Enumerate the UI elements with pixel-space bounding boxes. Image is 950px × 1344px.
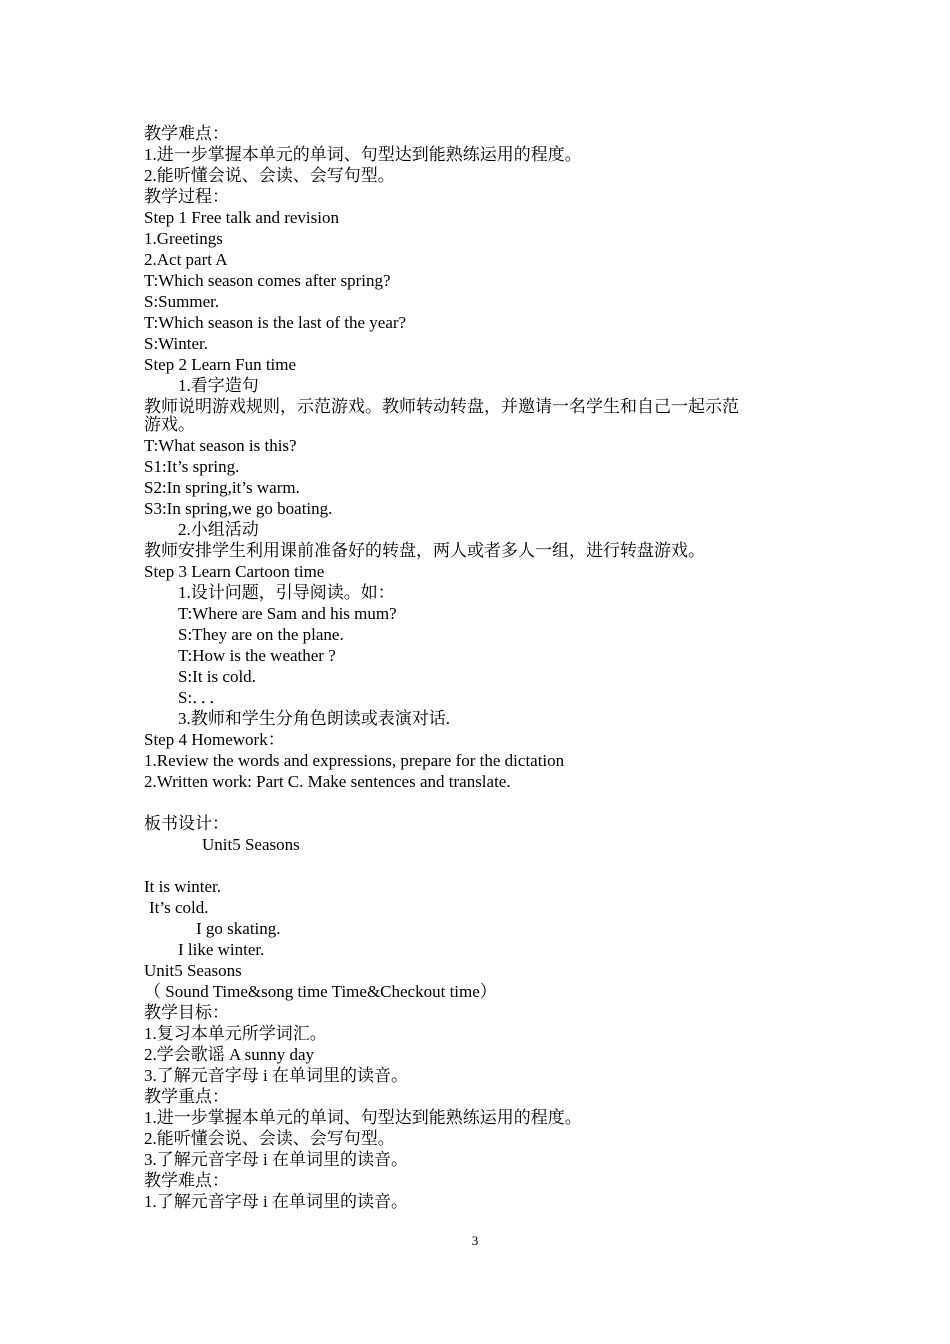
step-heading: Step 3 Learn Cartoon time <box>144 562 325 581</box>
dialogue-line: S:．．． <box>178 688 227 707</box>
unit-title: Unit5 Seasons <box>144 961 242 980</box>
text-line: 1.设计问题，引导阅读。如： <box>178 583 395 602</box>
text-line: 教师安排学生利用课前准备好的转盘，两人或者多人一组，进行转盘游戏。 <box>144 541 705 560</box>
text-line: 2.Written work: Part C. Make sentences and translate. <box>144 772 511 791</box>
dialogue-line: S2:In spring,it’s warm. <box>144 478 300 497</box>
dialogue-line: S3:In spring,we go boating. <box>144 499 333 518</box>
heading-process: 教学过程： <box>144 187 229 206</box>
dialogue-line: S:Summer. <box>144 292 220 311</box>
dialogue-line: S1:It’s spring. <box>144 457 240 476</box>
text-line: 1.进一步掌握本单元的单词、句型达到能熟练运用的程度。 <box>144 145 582 164</box>
dialogue-line: S:They are on the plane. <box>178 625 344 644</box>
board-line: I go skating. <box>196 919 281 938</box>
board-line: It’s cold. <box>149 898 209 917</box>
text-line: 1.看字造句 <box>178 376 259 395</box>
step-heading: Step 2 Learn Fun time <box>144 355 297 374</box>
dialogue-line: T:Where are Sam and his mum? <box>178 604 397 623</box>
heading-difficulties: 教学难点： <box>144 1171 229 1190</box>
text-line: 1.Greetings <box>144 229 223 248</box>
dialogue-line: T:Which season comes after spring? <box>144 271 391 290</box>
text-line: 3.了解元音字母 i 在单词里的读音。 <box>144 1066 408 1085</box>
dialogue-line: S:Winter. <box>144 334 209 353</box>
text-line: 教师说明游戏规则，示范游戏。教师转动转盘，并邀请一名学生和自己一起示范 <box>144 397 739 416</box>
board-title: Unit5 Seasons <box>202 835 300 854</box>
heading-key-points: 教学重点： <box>144 1087 229 1106</box>
text-line: 2.能听懂会说、会读、会写句型。 <box>144 166 395 185</box>
text-line: 1.复习本单元所学词汇。 <box>144 1024 327 1043</box>
dialogue-line: T:Which season is the last of the year? <box>144 313 407 332</box>
dialogue-line: S:It is cold. <box>178 667 256 686</box>
page-number: 3 <box>471 1233 479 1248</box>
text-line: 2.能听懂会说、会读、会写句型。 <box>144 1129 395 1148</box>
text-line: 3.了解元音字母 i 在单词里的读音。 <box>144 1150 408 1169</box>
board-line: It is winter. <box>144 877 221 896</box>
text-line: 3.教师和学生分角色朗读或表演对话. <box>178 709 450 728</box>
heading-difficulties: 教学难点： <box>144 124 229 143</box>
dialogue-line: T:What season is this? <box>144 436 297 455</box>
text-line: 2.学会歌谣 A sunny day <box>144 1045 314 1064</box>
dialogue-line: T:How is the weather ? <box>178 646 336 665</box>
text-line: 1.进一步掌握本单元的单词、句型达到能熟练运用的程度。 <box>144 1108 582 1127</box>
unit-subtitle: （ Sound Time&song time Time&Checkout time） <box>144 982 497 1001</box>
text-line: 游戏。 <box>144 415 195 434</box>
text-line: 1.Review the words and expressions, prepare for the dictation <box>144 751 565 770</box>
step-heading: Step 4 Homework： <box>144 730 285 749</box>
heading-board-design: 板书设计： <box>144 814 229 833</box>
text-line: 2.Act part A <box>144 250 228 269</box>
step-heading: Step 1 Free talk and revision <box>144 208 339 227</box>
heading-objectives: 教学目标： <box>144 1003 229 1022</box>
board-line: I like winter. <box>178 940 265 959</box>
text-line: 1.了解元音字母 i 在单词里的读音。 <box>144 1192 408 1211</box>
text-line: 2.小组活动 <box>178 520 259 539</box>
